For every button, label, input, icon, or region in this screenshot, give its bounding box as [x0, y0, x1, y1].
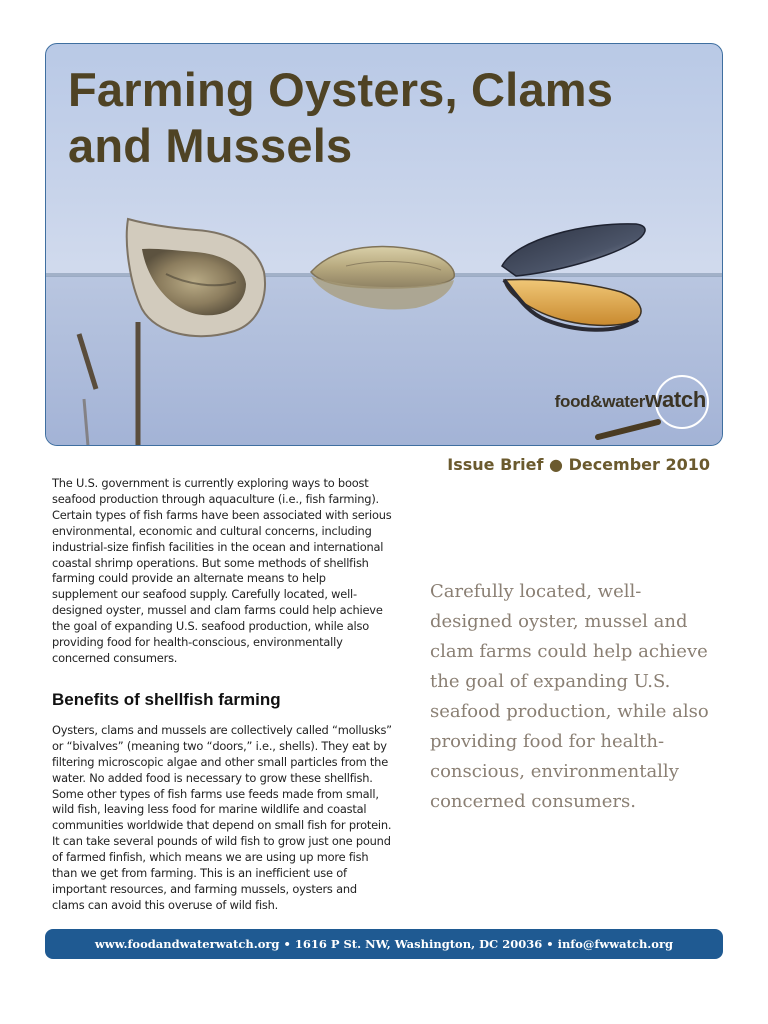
brand-wordmark-part2: watch [645, 387, 706, 412]
intro-paragraph: The U.S. government is currently exploring ways to boost seafood production through aquaculture (i.e., fish farming). Certain types of fish farms have been associated with serious environmental, economic and cultural concerns, including industrial-size finfish facilities in the ocean and international coastal shrimp operations. But some methods of shellfish farming could provide an alternate means to help supplement our seafood supply. Carefully located, well-designed oyster, mussel and clam farms could help achieve the goal of expanding U.S. seafood production, while also providing food for health-conscious, environmentally concerned consumers. [52, 476, 392, 665]
section-paragraph: Oysters, clams and mussels are collectively called “mollusks” or “bivalves” (meaning two “doors,” i.e., shells). They eat by filtering microscopic algae and other small particles from the water. No added food is necessary to grow these shellfish. Some other types of fish farms use feeds made from small, wild fish, leaving less food for marine wildlife and coastal communities worldwide that depend on small fish for protein. It can take several pounds of wild fish to grow just one pound of farmed finfish, which means we are using up more fish than we get from farming. This is an inefficient use of important resources, and farming mussels, oysters and clams can avoid this overuse of wild fish. [52, 722, 392, 912]
hero-banner [45, 43, 723, 446]
brand-wordmark [555, 387, 706, 413]
footer-contact: www.foodandwaterwatch.org • 1616 P St. NW, Washington, DC 20036 • info@fwwatch.org [94, 937, 674, 951]
pull-quote: Carefully located, well-designed oyster, mussel and clam farms could help achieve the goal of expanding U.S. seafood production, while also providing food for health-conscious, environmentally concerned consumers. [430, 581, 709, 812]
section-heading: Benefits of shellfish farming [52, 689, 281, 709]
footer-bar [45, 929, 723, 959]
brand-logo [538, 374, 708, 434]
page-title: Farming Oysters, Clams and Mussels [68, 63, 614, 172]
issue-brief-date: Issue Brief ● December 2010 [447, 455, 710, 474]
main-column [52, 476, 392, 914]
brand-wordmark-part1: food&water [554, 392, 646, 411]
